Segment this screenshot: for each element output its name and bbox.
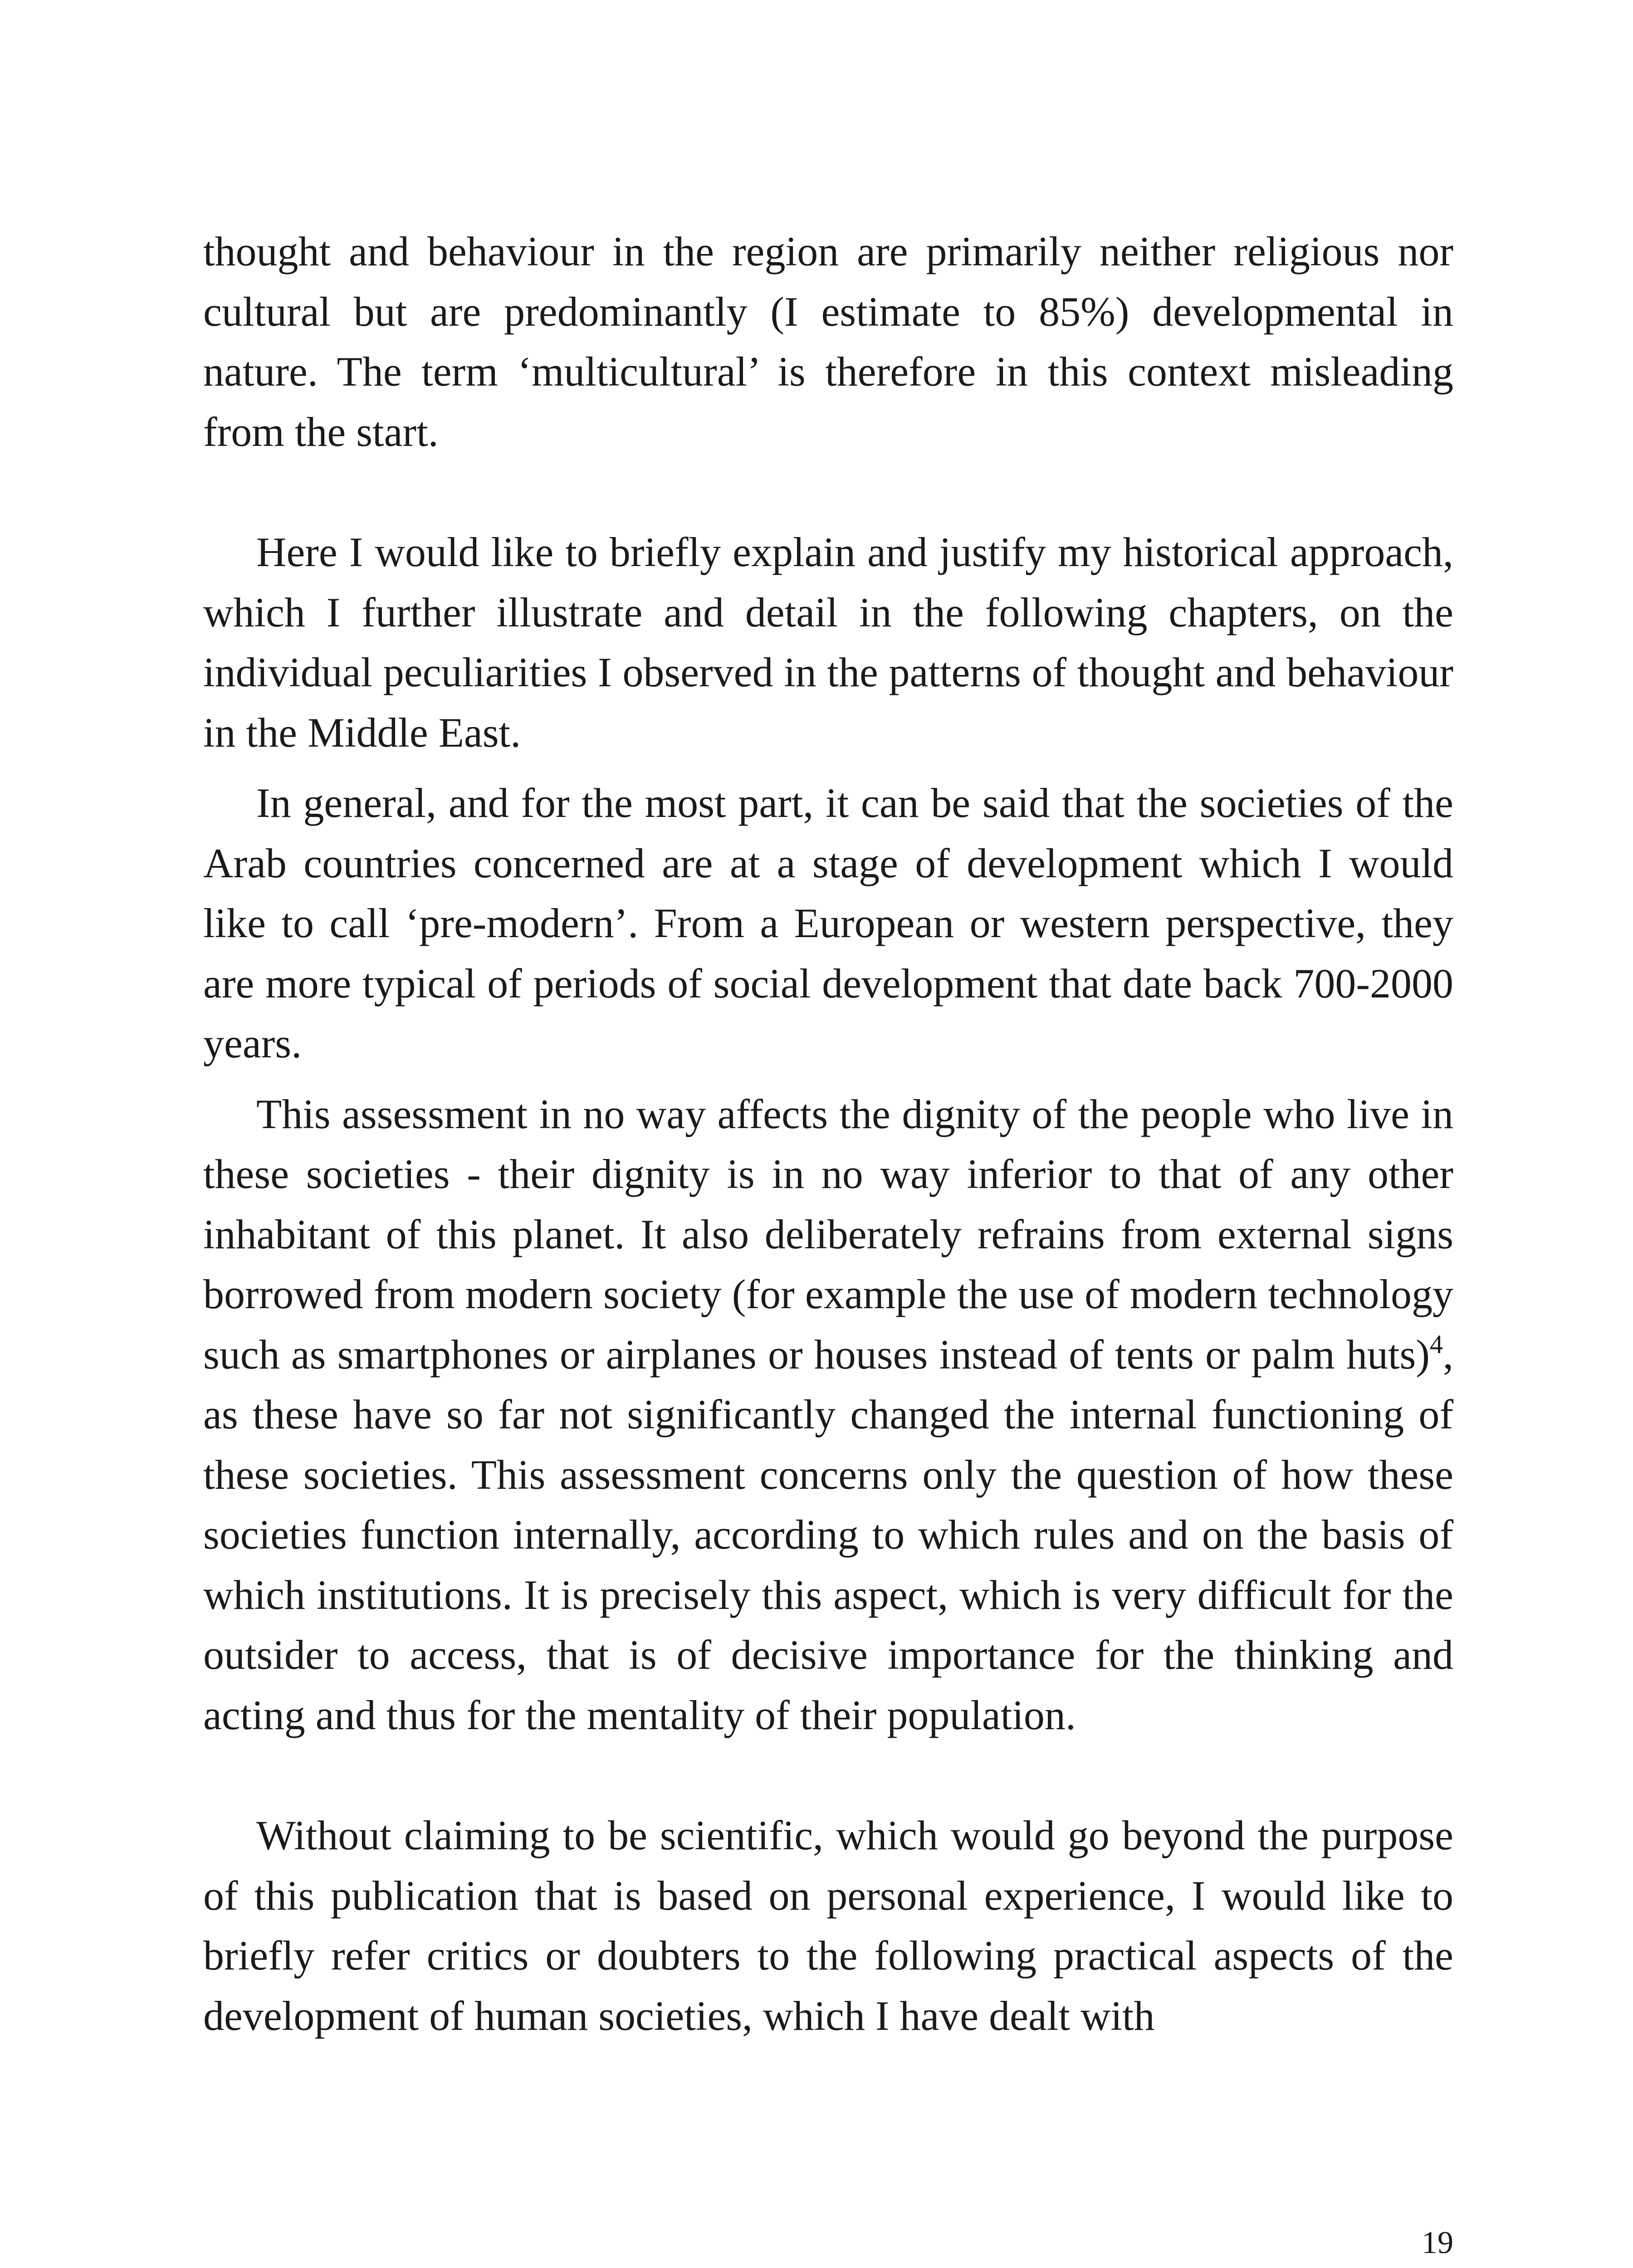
- paragraph-text-before-footnote: This assessment in no way affects the dignity of the people who live in these societies - their dignity is in no way inferior to that of any other inhabitant of this planet. It also deliberately refrains from external signs borrowed from modern society (for example the use of modern technology such as smartphones or airplanes or houses instead of tents or palm huts): [203, 1090, 1453, 1378]
- paragraph-historical-approach: Here I would like to briefly explain and justify my historical approach, which I further illustrate and detail in the following chapters, on the individual peculiarities I observed in the patterns of thought and behaviour in the Middle East.: [203, 529, 1453, 756]
- paragraph-dignity-assessment: [203, 1084, 1453, 1745]
- page-number: 19: [1422, 2225, 1453, 2260]
- paragraph-continued: thought and behaviour in the region are primarily neither religious nor cultural but are predominantly (I estimate to 85%) developmental in nature. The term ‘multicultural’ is therefore in this context misleading from the start.: [203, 228, 1453, 455]
- paragraph-text-after-footnote: , as these have so far not significantly changed the internal functioning of these societies. This assessment concerns only the question of how these societies function internally, according to which rules and on the basis of which institutions. It is precisely this aspect, which is very difficult for the outsider to access, that is of decisive importance for the thinking and acting and thus for the mentality of their population.: [203, 1331, 1453, 1738]
- paragraph-pre-modern: In general, and for the most part, it can be said that the societies of the Arab countries concerned are at a stage of development which I would like to call ‘pre-modern’. From a European or western perspective, they are more typical of periods of social development that date back 700-2000 years.: [203, 780, 1453, 1066]
- paragraph-scientific-claim: Without claiming to be scientific, which would go beyond the purpose of this publication that is based on personal experience, I would like to briefly refer critics or doubters to the following practical aspects of the development of human societies, which I have dealt with: [203, 1812, 1453, 2039]
- body-text: [203, 221, 1453, 2046]
- footnote-reference: 4: [1430, 1329, 1443, 1359]
